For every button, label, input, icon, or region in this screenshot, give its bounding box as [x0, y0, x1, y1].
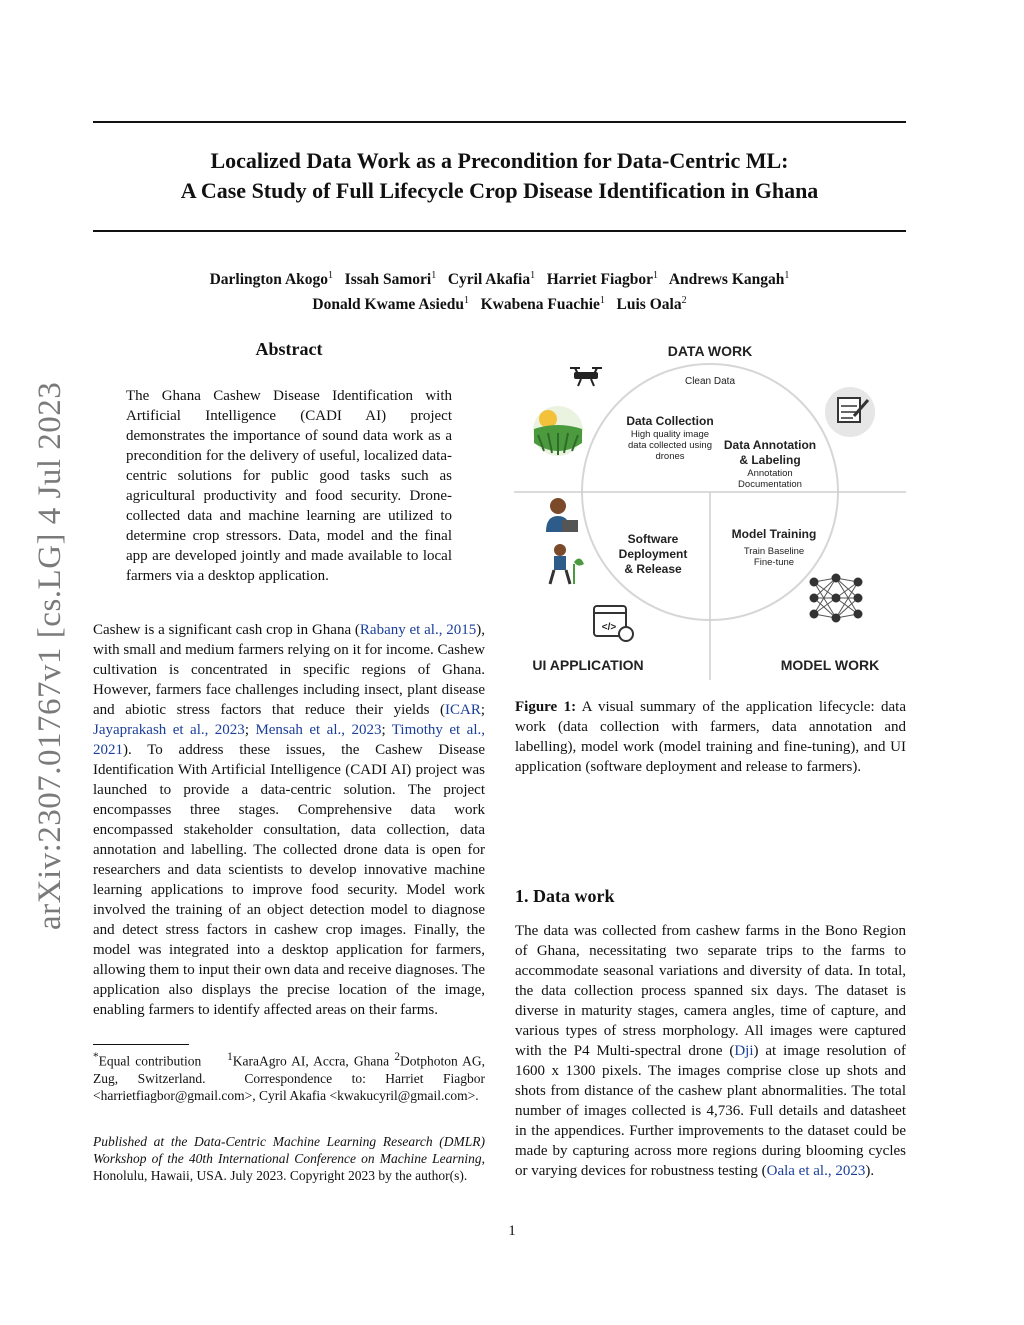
lifecycle-figure	[512, 336, 908, 686]
author: Donald Kwame Asiedu	[312, 296, 464, 314]
annotation-icon	[825, 387, 875, 437]
footnote-affiliation: Dotphoton AG, Zug, Switzerland.	[93, 1053, 486, 1086]
affiliation-mark: 1	[599, 295, 605, 307]
author-line-1	[93, 265, 906, 290]
model-training-label: Model Training	[731, 527, 817, 541]
ui-application-title: UI APPLICATION	[532, 657, 644, 673]
intro-paragraph	[93, 620, 485, 1020]
author: Andrews Kangah	[668, 271, 785, 289]
caption-label: Figure 1:	[515, 699, 577, 715]
data-collection-detail: data collected using	[628, 440, 712, 451]
affiliation-mark: 1	[530, 270, 536, 281]
crop-field-icon	[533, 406, 583, 456]
caption-text: A visual summary of the application lifecycle: data work (data collection with farmers, data annotation and labelling), model work (model training and fine-tuning), and UI application (software deployment and release to farmers).	[515, 699, 907, 775]
footnote: *Equal contribution $^1$KaraAgro AI, Accra, Ghana $^2$Dotphoton AG, Zug, Switzerland. Correspondence to: Harriet Fiagbor <harrietfiagbor@gmail.com>, Cyril Akafia <kwakucyril@gmail.com>.	[93, 1051, 486, 1103]
software-label: Deployment	[618, 547, 688, 561]
author: Harriet Fiagbor	[546, 271, 654, 289]
citation-link[interactable]: ICAR	[444, 702, 481, 718]
section-heading: 1. Data work	[515, 886, 615, 906]
footnote-correspondence: Correspondence to: Harriet Fiagbor <harrietfiagbor@gmail.com>, Cyril Akafia <kwakucyril@gmail.com>.	[93, 1070, 485, 1103]
data-annotation-label: Data Annotation	[723, 438, 817, 452]
data-annotation-detail: Documentation	[738, 479, 802, 490]
footnote-rule	[93, 1044, 189, 1045]
clean-data-label: Clean Data	[684, 376, 736, 387]
software-label: Software	[627, 532, 679, 546]
citation-link[interactable]: Jayaprakash et al., 2023	[93, 722, 245, 738]
title-line-2: A Case Study of Full Lifecycle Crop Disease Identification in Ghana	[180, 178, 819, 203]
model-training-detail: Train Baseline	[743, 546, 805, 557]
drone-icon	[570, 368, 602, 386]
data-annotation-label: & Labeling	[739, 453, 801, 467]
publication-note	[93, 1133, 485, 1184]
text-run: Cashew is a significant cash crop in Ghana (	[93, 622, 360, 638]
affiliation-mark: 2	[681, 295, 687, 307]
model-training-detail: Fine-tune	[753, 557, 795, 568]
arxiv-stamp: arXiv:2307.01767v1 [cs.LG] 4 Jul 2023	[32, 381, 68, 930]
text-run: ) at image resolution of 1600 x 1300 pixels. The images comprise close up shots and shots from distance of the cashew plant abnormalities. The total number of images collected is 4,736. Full details and datasheet in the appendices. Further improvements to the dataset could be made by capturing across more regions during blooming cycles or varying devices for robustness testing (	[515, 1043, 906, 1179]
text-run: ).	[865, 1163, 875, 1179]
text-run: ), with small and medium farmers relying on it for income. Cashew cultivation is concentrated in specific regions of Ghana. However, farmers face challenges including insect, plant disease and abiotic stress factors that reduce their yields (	[93, 622, 485, 718]
text-run: ;	[480, 702, 485, 718]
title-bottom-rule	[93, 230, 906, 232]
author-line-2	[93, 290, 906, 315]
page-number: 1	[508, 1223, 516, 1239]
figure-caption	[515, 697, 906, 777]
neural-network-icon	[810, 574, 862, 622]
author-list	[93, 265, 906, 315]
abstract-heading: Abstract	[255, 339, 323, 359]
author: Luis Oala	[616, 296, 682, 314]
affiliation-mark: 1	[464, 295, 469, 307]
developer-icon	[546, 498, 578, 532]
publication-venue: Published at the Data-Centric Machine Learning Research (DMLR) Workshop of the 40th International Conference on Machine Learning	[93, 1134, 485, 1166]
citation-link[interactable]: Mensah et al., 2023	[255, 722, 382, 738]
author: Cyril Akafia	[447, 271, 531, 289]
data-collection-detail: High quality image	[630, 429, 710, 440]
citation-link[interactable]: Rabany et al., 2015	[359, 622, 477, 638]
citation-link[interactable]: Oala et al., 2023	[766, 1163, 866, 1179]
software-label: & Release	[624, 562, 682, 576]
citation-link[interactable]: Timothy et al., 2021	[93, 722, 485, 758]
citation-link[interactable]: Dji	[734, 1043, 754, 1059]
text-run: ;	[381, 722, 392, 738]
abstract-text: The Ghana Cashew Disease Identification with Artificial Intelligence (CADI AI) project demonstrates the importance of sound data work as a precondition for the delivery of useful, localized data-centric solutions for public good tasks such as agricultural productivity and food security. Drone-collected data and machine learning are utilized to determine crop stressors. Data, model and the final app are developed jointly and made available to local farmers via a desktop application.	[126, 388, 452, 584]
data-work-paragraph	[515, 921, 906, 1181]
author: Issah Samori	[344, 271, 432, 289]
affiliation-mark: 1	[784, 270, 790, 281]
affiliation-mark: 1	[328, 270, 334, 281]
top-rule	[93, 121, 906, 123]
text-run: ;	[244, 722, 256, 738]
code-app-icon	[594, 606, 633, 641]
data-annotation-detail: Annotation	[747, 468, 793, 479]
paper-title	[93, 146, 906, 206]
text-run: ). To address these issues, the Cashew Disease Identification With Artificial Intelligence (CADI AI) project was launched to provide a data-centric solution. The project encompasses three stages. Comprehensive data work encompassed stakeholder consultation, data collection, data annotation and labelling. The collected drone data is open for researchers and data scientists to develop innovative machine learning applications to improve food security. Model work involved the training of an object detection model to diagnose and detect stress factors in cashew crop images. Finally, the model was integrated into a desktop application for farmers, allowing them to input their own data and receive diagnoses. The application also displays the precise location of the image, enabling farmers to identify affected areas on their farms.	[93, 742, 485, 1018]
text-run: The data was collected from cashew farms in the Bono Region of Ghana, necessitating two separate trips to the farms to accommodate seasonal variations and diversity of data. In total, the data collection process spanned six days. The dataset is diverse in maturity stages, camera angles, time of capture, and various types of stress morphology. All images were captured with the P4 Multi-spectral drone (	[515, 923, 906, 1059]
data-work-title: DATA WORK	[667, 343, 753, 359]
publication-details: , Honolulu, Hawaii, USA. July 2023. Copyright 2023 by the author(s).	[93, 1151, 485, 1183]
author: Kwabena Fuachie	[480, 296, 600, 314]
affiliation-mark: 1	[653, 270, 659, 281]
farmer-icon	[550, 544, 584, 584]
footnote-equal: Equal contribution	[98, 1053, 202, 1069]
footnote-affiliation: KaraAgro AI, Accra, Ghana	[232, 1053, 390, 1069]
affiliation-mark: 1	[431, 270, 437, 281]
code-icon-text: </>	[601, 622, 617, 633]
data-collection-label: Data Collection	[626, 414, 714, 428]
title-line-1: Localized Data Work as a Precondition for Data-Centric ML:	[210, 148, 789, 173]
author: Darlington Akogo	[209, 271, 329, 289]
data-collection-detail: drones	[655, 451, 685, 462]
model-work-title: MODEL WORK	[780, 657, 880, 673]
